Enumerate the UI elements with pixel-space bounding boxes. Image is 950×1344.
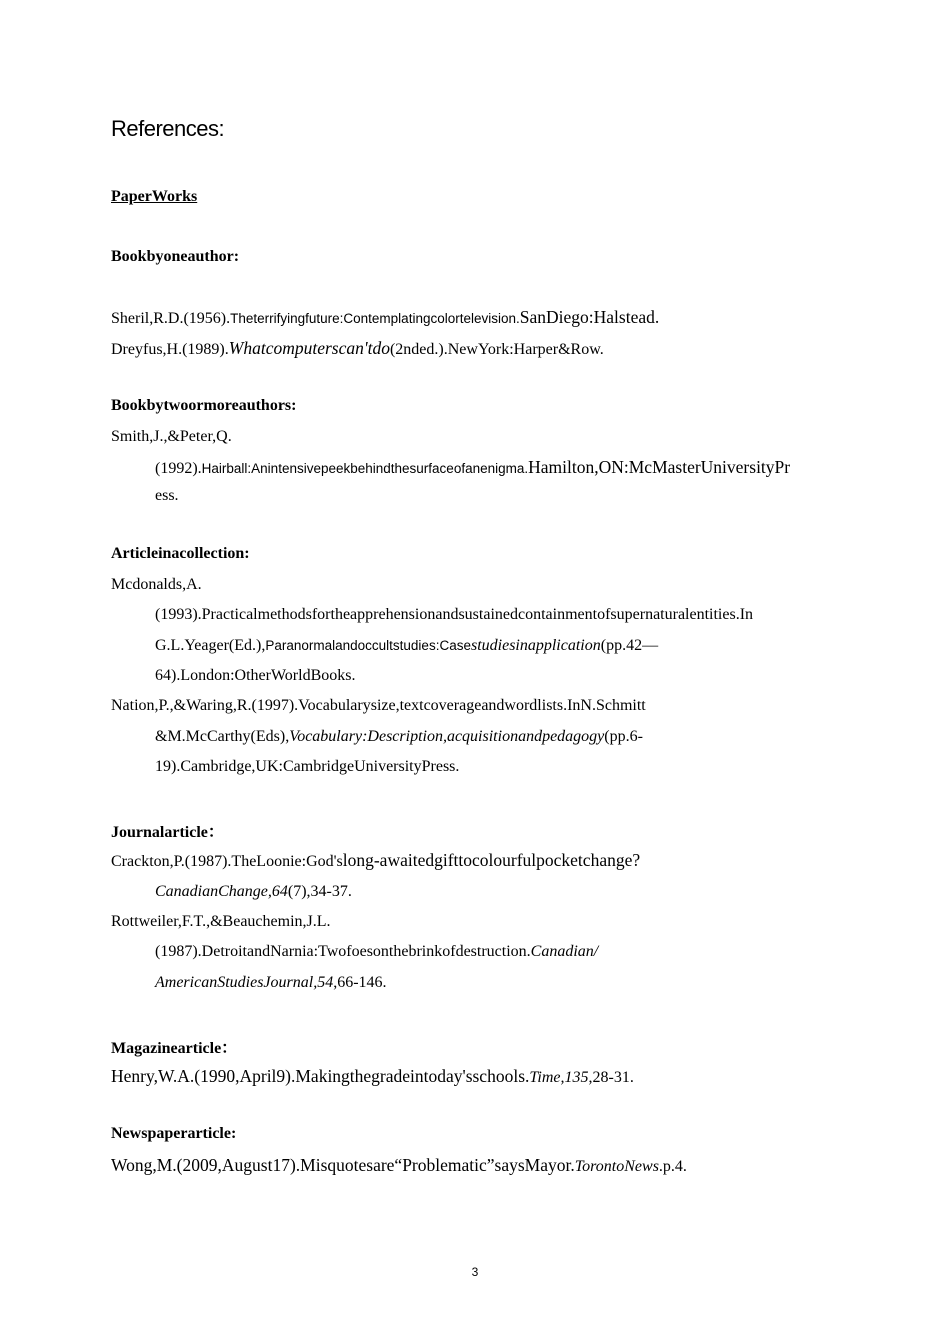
page-title: References: [111,116,225,141]
reference-sheril: Sheril,R.D.(1956).Theterrifyingfuture:Contemplatingcolortelevision.SanDiego:Halstead. [111,307,660,327]
heading-magazine-article: Magazinearticle： [111,1040,238,1057]
reference-nation-line3: 19).Cambridge,UK:CambridgeUniversityPress. [155,758,460,775]
reference-mcdonalds-line3: G.L.Yeager(Ed.),Paranormalandoccultstudies:Casestudiesinapplication(pp.42— [155,637,659,654]
heading-book-one-author: Bookbyoneauthor: [111,248,240,265]
reference-smith-line3: ess. [155,487,179,504]
reference-mcdonalds-line2: (1993).Practicalmethodsfortheapprehensionandsustainedcontainmentofsupernaturalentities.In [155,606,754,623]
reference-nation-line1: Nation,P.,&Waring,R.(1997).Vocabularysize,textcoverageandwordlists.InN.Schmitt [111,697,646,714]
reference-nation-line2: &M.McCarthy(Eds),Vocabulary:Description,acquisitionandpedagogy(pp.6- [155,728,643,745]
reference-mcdonalds-line1: Mcdonalds,A. [111,576,202,593]
page-number: 3 [471,1265,479,1279]
reference-rottweiler-line2: (1987).DetroitandNarnia:Twofoesonthebrinkofdestruction.Canadian/ [155,943,599,960]
heading-book-two-authors: Bookbytwoormoreauthors: [111,397,297,414]
reference-henry: Henry,W.A.(1990,April9).Makingthegradeintoday'sschools.Time,135,28-31. [111,1066,634,1086]
reference-rottweiler-line3: AmericanStudiesJournal,54,66-146. [155,974,387,991]
reference-smith-line2: (1992).Hairball:Anintensivepeekbehindthesurfaceofanenigma.Hamilton,ON:McMasterUniversityPr [155,457,791,477]
reference-dreyfus: Dreyfus,H.(1989).Whatcomputerscan'tdo(2nded.).NewYork:Harper&Row. [111,338,604,358]
reference-crackton-line1: Crackton,P.(1987).TheLoonie:God'slong-awaitedgifttocolourfulpocketchange? [111,850,641,870]
section-heading: PaperWorks [111,188,198,205]
heading-journal-article: Journalarticle： [111,824,224,841]
reference-rottweiler-line1: Rottweiler,F.T.,&Beauchemin,J.L. [111,913,331,930]
reference-crackton-line2: CanadianChange,64(7),34-37. [155,883,352,900]
reference-mcdonalds-line4: 64).London:OtherWorldBooks. [155,667,356,684]
heading-article-collection: Articleinacollection: [111,545,250,562]
heading-newspaper-article: Newspaperarticle: [111,1125,237,1142]
reference-smith-line1: Smith,J.,&Peter,Q. [111,428,232,445]
reference-wong: Wong,M.(2009,August17).Misquotesare“Problematic”saysMayor.TorontoNews.p.4. [111,1155,687,1175]
